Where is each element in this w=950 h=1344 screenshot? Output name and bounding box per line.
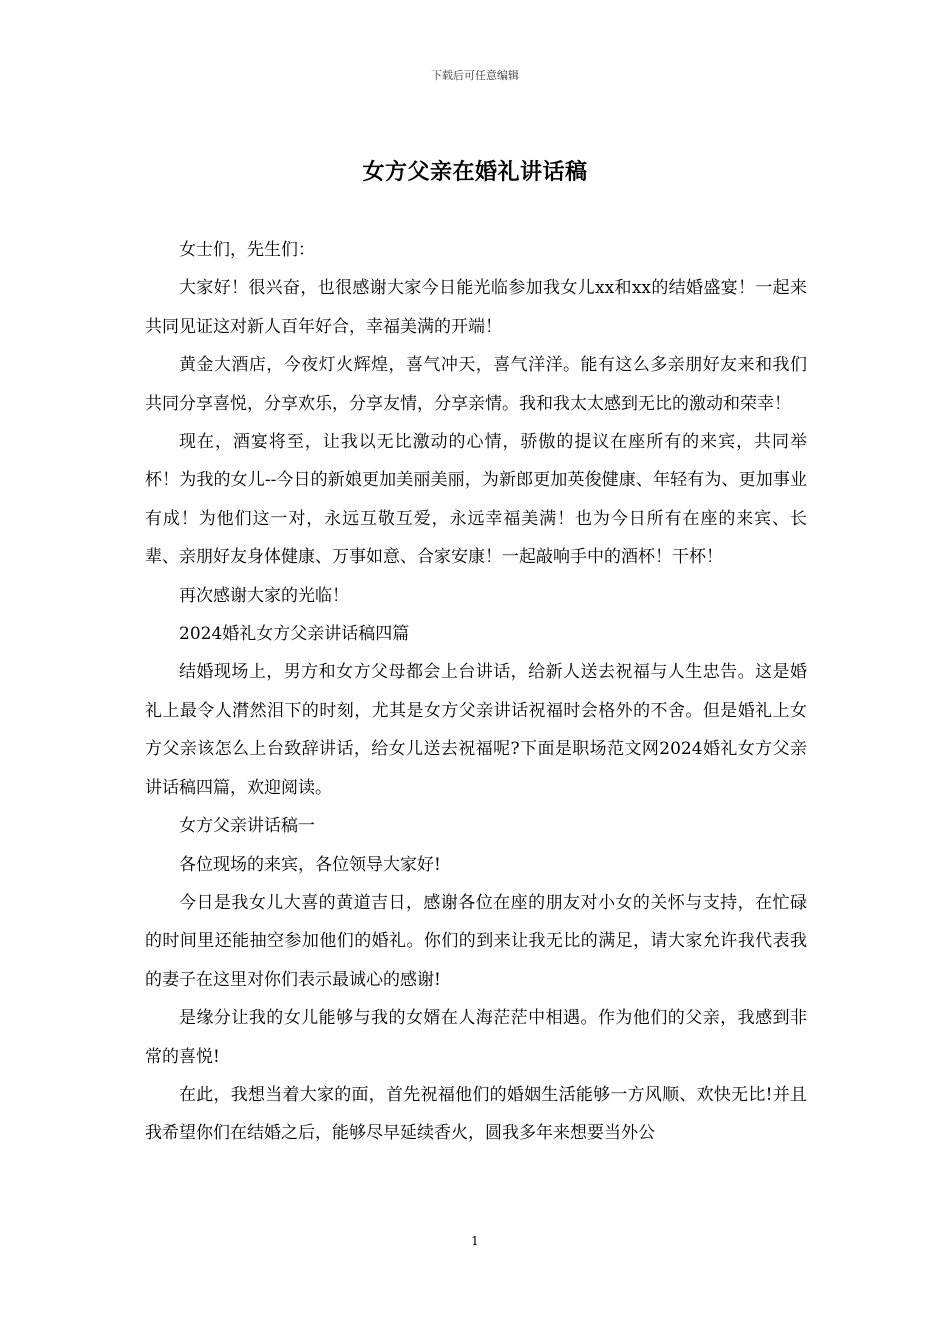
page-header: 下载后可任意编辑 [431,69,519,82]
paragraph: 黄金大酒店，今夜灯火辉煌，喜气冲天，喜气洋洋。能有这么多亲朋好友来和我们共同分享喜悦，分享欢乐，分享友情，分享亲情。我和我太太感到无比的激动和荣幸！ [145,355,807,414]
paragraph: 今日是我女儿大喜的黄道吉日，感谢各位在座的朋友对小女的关怀与支持，在忙碌的时间里还能抽空参加他们的婚礼。你们的到来让我无比的满足，请大家允许我代表我的妻子在这里对你们表示最诚心的感谢! [145,892,807,990]
paragraph: 是缘分让我的女儿能够与我的女婿在人海茫茫中相遇。作为他们的父亲，我感到非常的喜悦! [145,1008,807,1067]
paragraph: 再次感谢大家的光临！ [179,585,349,606]
paragraph: 在此，我想当着大家的面，首先祝福他们的婚姻生活能够一方风顺、欢快无比!并且我希望你们在结婚之后，能够尽早延续香火，圆我多年来想要当外公 [145,1084,807,1144]
section-heading: 2024婚礼女方父亲讲话稿四篇 [179,624,410,645]
paragraph: 结婚现场上，男方和女方父母都会上台讲话，给新人送去祝福与人生忠告。这是婚礼上最令人潸然泪下的时刻，尤其是女方父亲讲话祝福时会格外的不舍。但是婚礼上女方父亲该怎么上台致辞讲话，给女儿送去祝福呢?下面是职场范文网2024婚礼女方父亲讲话稿四篇，欢迎阅读。 [145,662,807,798]
paragraph: 现在，酒宴将至，让我以无比激动的心情，骄傲的提议在座所有的来宾，共同举杯！为我的女儿--今日的新娘更加美丽美丽，为新郎更加英俊健康、年轻有为、更加事业有成！为他们这一对，永远互敬互爱，永远幸福美满！也为今日所有在座的来宾、长辈、亲朋好友身体健康、万事如意、合家安康！一起敲响手中的酒杯！干杯！ [145,432,807,568]
document-title: 女方父亲在婚礼讲话稿 [362,159,588,185]
paragraph: 各位现场的来宾，各位领导大家好! [179,854,441,875]
paragraph: 女士们，先生们： [179,240,315,260]
section-heading: 女方父亲讲话稿一 [179,816,315,837]
paragraph: 大家好！很兴奋，也很感谢大家今日能光临参加我女儿xx和xx的结婚盛宴！一起来共同见证这对新人百年好合，幸福美满的开端！ [145,278,807,337]
page-number: 1 [471,1234,479,1248]
document-body [145,231,807,1153]
